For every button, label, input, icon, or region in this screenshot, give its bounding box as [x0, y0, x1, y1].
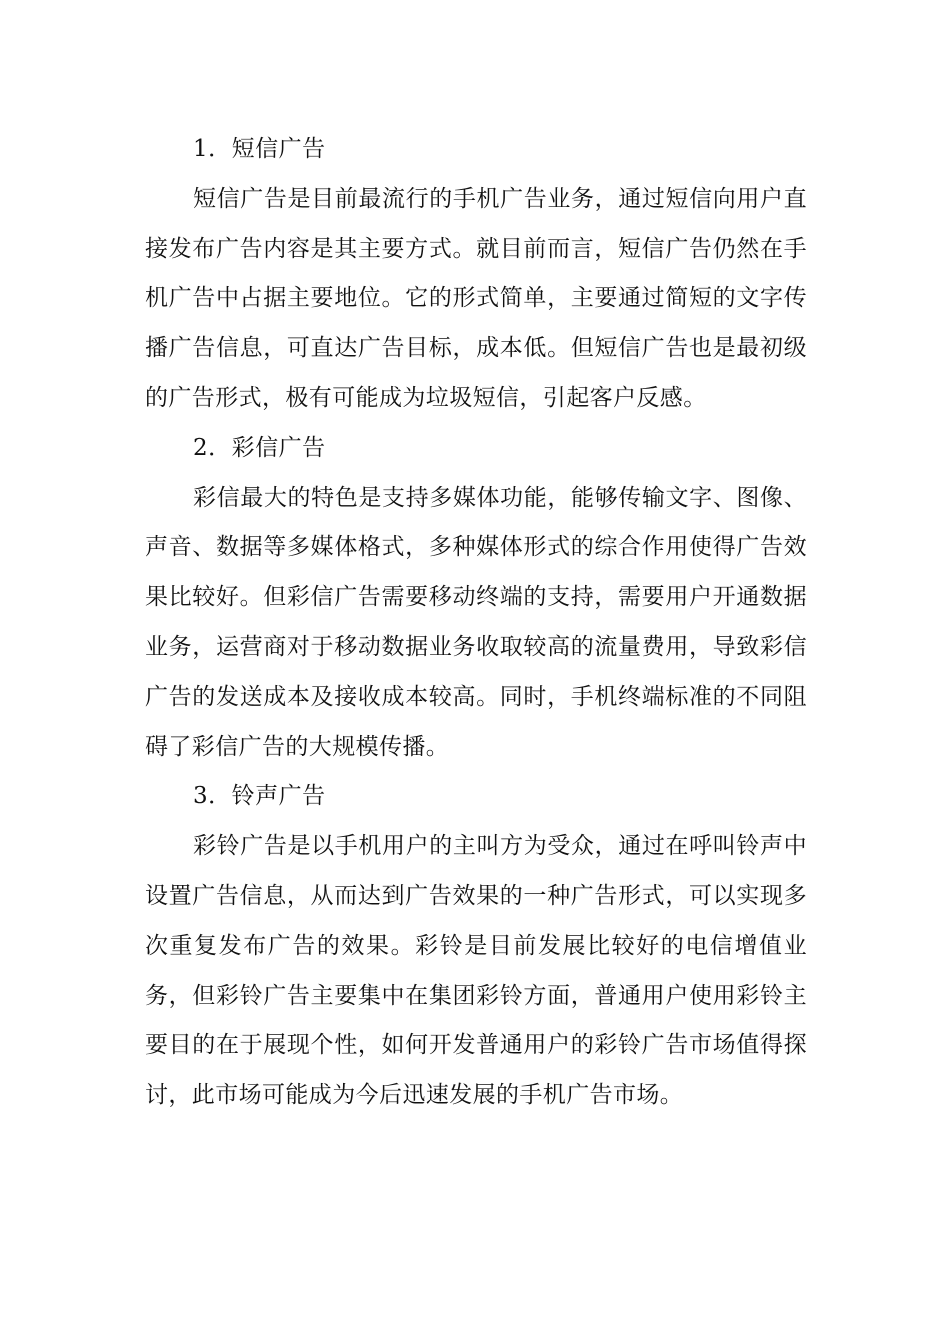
- section-heading-ringtone: 3．铃声广告: [193, 783, 326, 810]
- section-heading-sms: 1．短信广告: [193, 136, 326, 162]
- section-paragraph-sms: 短信广告是目前最流行的手机广告业务，通过短信向用户直接发布广告内容是其主要方式。就目前而言，短信广告仍然在手机广告中占据主要地位。它的形式简单，主要通过简短的文字传播广告信息，可直达广告目标，成本低。但短信广告也是最初级的广告形式，极有可能成为垃圾短信，引起客户反感。: [145, 185, 807, 411]
- section-heading-mms: 2．彩信广告: [193, 434, 326, 461]
- section-paragraph-mms: 彩信最大的特色是支持多媒体功能，能够传输文字、图像、声音、数据等多媒体格式，多种媒体形式的综合作用使得广告效果比较好。但彩信广告需要移动终端的支持，需要用户开通数据业务，运营商对于移动数据业务收取较高的流量费用，导致彩信广告的发送成本及接收成本较高。同时，手机终端标准的不同阻碍了彩信广告的大规模传播。: [145, 484, 807, 760]
- section-paragraph-ringtone: 彩铃广告是以手机用户的主叫方为受众，通过在呼叫铃声中设置广告信息，从而达到广告效果的一种广告形式，可以实现多次重复发布广告的效果。彩铃是目前发展比较好的电信增值业务，但彩铃广告主要集中在集团彩铃方面，普通用户使用彩铃主要目的在于展现个性，如何开发普通用户的彩铃广告市场值得探讨，此市场可能成为今后迅速发展的手机广告市场。: [145, 833, 807, 1109]
- document-body: [145, 125, 807, 1121]
